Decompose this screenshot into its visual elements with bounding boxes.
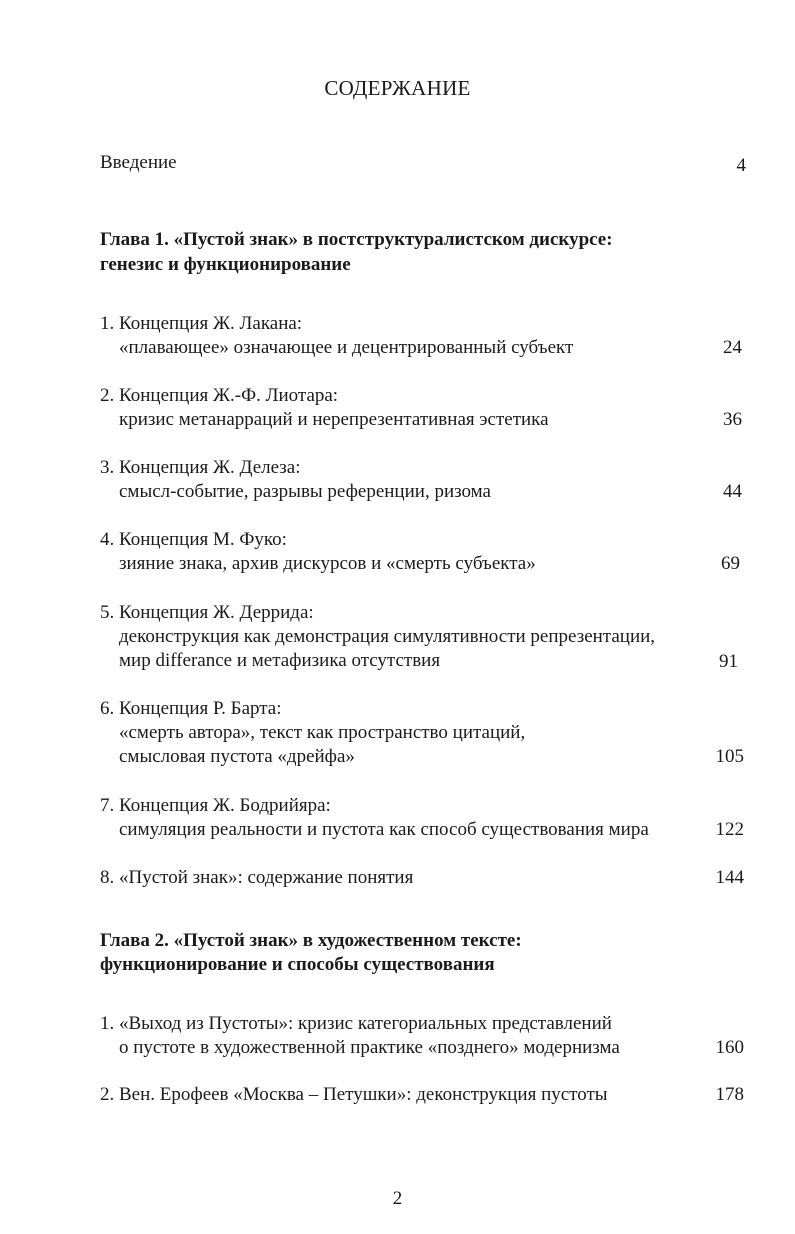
toc-entry-title: 6. Концепция Р. Барта:	[100, 698, 282, 719]
toc-entry-subtitle: смысл-событие, разрывы референции, ризома	[119, 481, 491, 502]
toc-entry-page: 178	[715, 1084, 744, 1105]
toc-entry-title: 3. Концепция Ж. Делеза:	[100, 457, 301, 478]
toc-entry-subtitle: симуляция реальности и пустота как способ существования мира	[119, 819, 649, 840]
toc-entry-title: 5. Концепция Ж. Деррида:	[100, 602, 314, 623]
toc-entry-page: 36	[723, 409, 742, 430]
toc-entry-title: 1. «Выход из Пустоты»: кризис категориальных представлений	[100, 1013, 612, 1034]
toc-entry-subtitle: деконструкция как демонстрация симулятивности репрезентации,	[119, 626, 656, 647]
intro-label: Введение	[100, 152, 177, 173]
toc-entry-subtitle: о пустоте в художественной практике «позднего» модернизма	[119, 1037, 620, 1058]
toc-entry-title: 7. Концепция Ж. Бодрийяра:	[100, 795, 331, 816]
toc-entry-subtitle: кризис метанарраций и нерепрезентативная эстетика	[119, 409, 549, 430]
chapter1-heading-line1: Глава 1. «Пустой знак» в постструктуралистском дискурсе:	[100, 229, 613, 250]
toc-entry-page: 160	[715, 1037, 744, 1058]
toc-entry-subtitle-cont: мир differance и метафизика отсутствия	[119, 650, 441, 671]
page-title: СОДЕРЖАНИЕ	[324, 76, 471, 100]
toc-entry-title: 8. «Пустой знак»: содержание понятия	[100, 867, 414, 888]
toc-entry-subtitle: «смерть автора», текст как пространство цитаций,	[119, 722, 526, 743]
toc-entry-page: 44	[723, 481, 742, 502]
intro-page: 4	[736, 155, 746, 176]
toc-entry-page: 69	[721, 553, 740, 574]
toc-entry-page: 24	[723, 337, 742, 358]
toc-entry-subtitle: «плавающее» означающее и децентрированный субъект	[119, 337, 574, 358]
chapter2-heading-line2: функционирование и способы существования	[100, 954, 495, 975]
toc-entry-page: 144	[715, 867, 744, 888]
toc-entry-page: 105	[715, 746, 744, 767]
toc-entry-page: 91	[719, 651, 738, 672]
chapter1-heading-line2: генезис и функционирование	[100, 254, 351, 275]
chapter2-heading-line1: Глава 2. «Пустой знак» в художественном тексте:	[100, 930, 522, 951]
toc-entry-title: 2. Вен. Ерофеев «Москва – Петушки»: деконструкция пустоты	[100, 1084, 608, 1105]
toc-entry-title: 4. Концепция М. Фуко:	[100, 529, 287, 550]
toc-entry-subtitle: зияние знака, архив дискурсов и «смерть субъекта»	[119, 553, 536, 574]
toc-entry-page: 122	[715, 819, 744, 840]
toc-entry-subtitle-cont: смысловая пустота «дрейфа»	[119, 746, 355, 767]
toc-entry-title: 1. Концепция Ж. Лакана:	[100, 313, 303, 334]
page-number: 2	[392, 1188, 403, 1209]
toc-entry-title: 2. Концепция Ж.-Ф. Лиотара:	[100, 385, 339, 406]
